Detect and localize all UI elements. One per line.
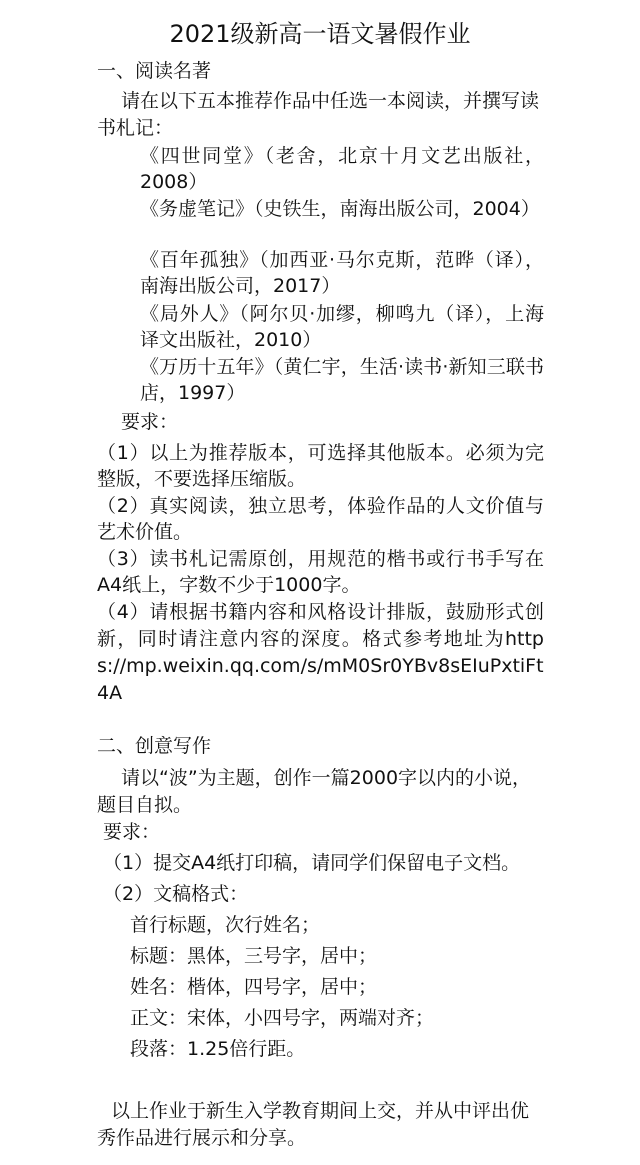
format-line-2: 标题：黑体，三号字，居中； <box>130 945 378 967</box>
section1-heading: 一、阅读名著 <box>97 60 212 82</box>
footer-note: 以上作业于新生入学教育期间上交，并从中评出优秀作品进行展示和分享。 <box>97 1100 530 1149</box>
section1-requirement-4: （4）请根据书籍内容和风格设计排版，鼓励形式创新，同时请注意内容的深度。格式参考地址为https://mp.weixin.qq.com/s/mM0Sr0YBv8sEIuPxtiFt4A <box>97 601 544 704</box>
format-line-3: 姓名：楷体，四号字，居中； <box>130 976 378 998</box>
section2-requirements-label: 要求： <box>103 821 161 843</box>
section1-requirement-3: （3）读书札记需原创，用规范的楷书或行书手写在A4纸上，字数不少于1000字。 <box>97 548 544 596</box>
document-title: 2021级新高一语文暑假作业 <box>169 20 471 48</box>
section2-intro: 请以“波”为主题，创作一篇2000字以内的小说，题目自拟。 <box>97 767 532 816</box>
book-item-3: 《百年孤独》（加西亚·马尔克斯，范晔（译），南海出版公司，2017） <box>140 249 544 297</box>
format-line-5: 段落：1.25倍行距。 <box>130 1038 306 1060</box>
section2-requirement-2: （2）文稿格式： <box>103 883 249 905</box>
section2-requirement-1: （1）提交A4纸打印稿，请同学们保留电子文档。 <box>103 852 521 874</box>
book-item-1: 《四世同堂》（老舍，北京十月文艺出版社，2008） <box>140 145 544 193</box>
book-item-5: 《万历十五年》（黄仁宇，生活·读书·新知三联书店，1997） <box>140 356 544 404</box>
section1-intro: 请在以下五本推荐作品中任选一本阅读，并撰写读书札记： <box>97 90 540 139</box>
book-item-2: 《务虚笔记》（史铁生，南海出版公司，2004） <box>140 198 540 220</box>
format-line-4: 正文：宋体，小四号字，两端对齐； <box>130 1007 435 1029</box>
section1-requirement-1: （1）以上为推荐版本，可选择其他版本。必须为完整版，不要选择压缩版。 <box>97 442 544 490</box>
format-line-1: 首行标题，次行姓名； <box>130 914 321 936</box>
section1-requirement-2: （2）真实阅读，独立思考，体验作品的人文价值与艺术价值。 <box>97 495 544 543</box>
book-item-4: 《局外人》（阿尔贝·加缪，柳鸣九（译），上海译文出版社，2010） <box>140 303 544 351</box>
section2-heading: 二、创意写作 <box>97 735 212 757</box>
section1-requirements-label: 要求： <box>121 411 179 433</box>
